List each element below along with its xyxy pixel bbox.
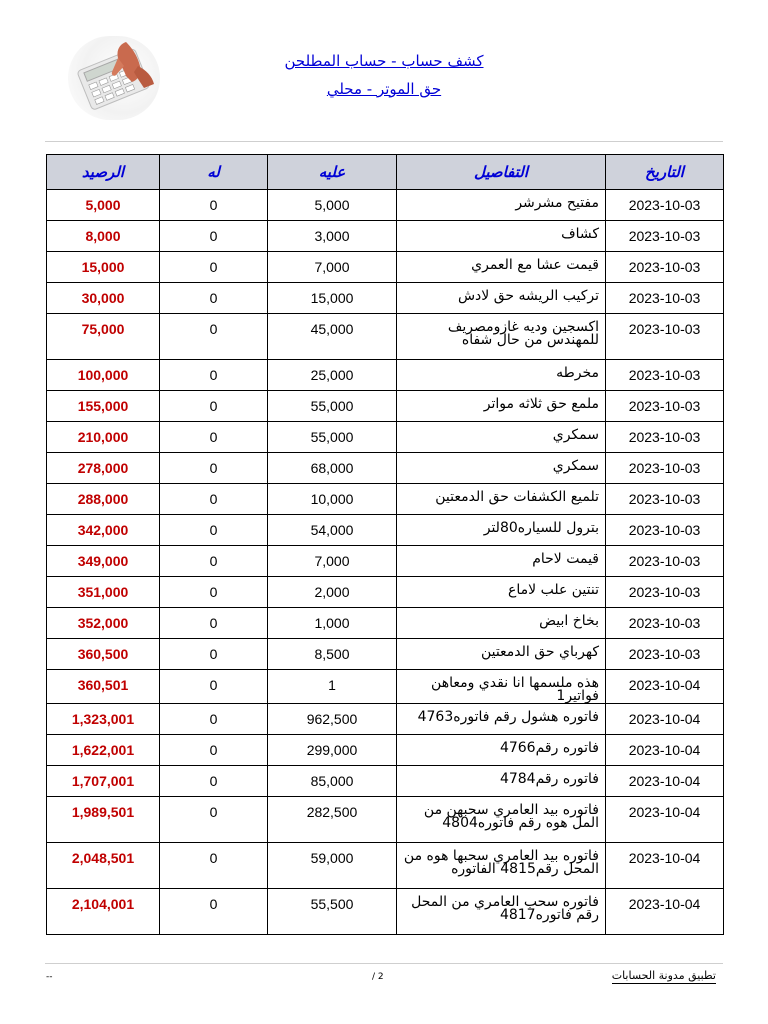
column-header-date: التاريخ (606, 155, 724, 190)
details-cell: قيمت لاحام (397, 546, 606, 577)
details-cell: هذه ملسمها انا نقدي ومعاهن فواتير1 (397, 670, 606, 704)
date-cell: 2023-10-03 (606, 283, 724, 314)
date-cell: 2023-10-03 (606, 314, 724, 360)
balance-cell: 2,048,501 (47, 843, 160, 889)
balance-cell: 342,000 (47, 515, 160, 546)
column-header-balance: الرصيد (47, 155, 160, 190)
date-cell: 2023-10-04 (606, 843, 724, 889)
column-header-debit: عليه (268, 155, 397, 190)
table-row (47, 422, 724, 453)
balance-cell: 1,707,001 (47, 766, 160, 797)
date-cell: 2023-10-04 (606, 735, 724, 766)
details-cell: سمكري (397, 422, 606, 453)
details-cell: قيمت عشا مع العمري (397, 252, 606, 283)
details-cell: فاتوره بيد العامري سحبها هوه من المحل رقم4815 الفاتوره (397, 843, 606, 889)
details-cell: فاتوره بيد العامري سحبهن من المل هوه رقم فاتوره4804 (397, 797, 606, 843)
debit-cell: 55,000 (268, 422, 397, 453)
date-cell: 2023-10-04 (606, 670, 724, 704)
table-row (47, 484, 724, 515)
balance-cell: 8,000 (47, 221, 160, 252)
balance-cell: 360,501 (47, 670, 160, 704)
table-row (47, 314, 724, 360)
debit-cell: 59,000 (268, 843, 397, 889)
footer-page-number: 2 / (372, 972, 384, 982)
date-cell: 2023-10-04 (606, 766, 724, 797)
date-cell: 2023-10-04 (606, 889, 724, 935)
details-cell: مفتيح مشرشر (397, 190, 606, 221)
details-cell: كهرباي حق الدمعتين (397, 639, 606, 670)
table-row (47, 843, 724, 889)
debit-cell: 962,500 (268, 704, 397, 735)
table-row (47, 639, 724, 670)
table-row (47, 670, 724, 704)
balance-cell: 75,000 (47, 314, 160, 360)
date-cell: 2023-10-04 (606, 797, 724, 843)
debit-cell: 5,000 (268, 190, 397, 221)
debit-cell: 7,000 (268, 252, 397, 283)
credit-cell: 0 (160, 735, 268, 766)
credit-cell: 0 (160, 577, 268, 608)
credit-cell: 0 (160, 670, 268, 704)
credit-cell: 0 (160, 484, 268, 515)
date-cell: 2023-10-03 (606, 360, 724, 391)
report-subtitle: حق الموتر - محلي (326, 80, 442, 98)
ledger-table (46, 154, 724, 935)
debit-cell: 3,000 (268, 221, 397, 252)
date-cell: 2023-10-03 (606, 546, 724, 577)
table-row (47, 704, 724, 735)
column-header-details: التفاصيل (397, 155, 606, 190)
header-divider (45, 141, 723, 142)
date-cell: 2023-10-03 (606, 639, 724, 670)
table-row (47, 221, 724, 252)
details-cell: بترول للسياره80لتر (397, 515, 606, 546)
debit-cell: 1,000 (268, 608, 397, 639)
credit-cell: 0 (160, 515, 268, 546)
date-cell: 2023-10-03 (606, 453, 724, 484)
credit-cell: 0 (160, 453, 268, 484)
table-row (47, 391, 724, 422)
balance-cell: 1,989,501 (47, 797, 160, 843)
balance-cell: 15,000 (47, 252, 160, 283)
credit-cell: 0 (160, 704, 268, 735)
table-row (47, 735, 724, 766)
balance-cell: 351,000 (47, 577, 160, 608)
balance-cell: 1,323,001 (47, 704, 160, 735)
balance-cell: 352,000 (47, 608, 160, 639)
details-cell: اكسجين وديه غازومصريف للمهندس من حال شفاه (397, 314, 606, 360)
calculator-hand-icon (68, 36, 160, 120)
date-cell: 2023-10-03 (606, 577, 724, 608)
table-row (47, 608, 724, 639)
credit-cell: 0 (160, 608, 268, 639)
debit-cell: 299,000 (268, 735, 397, 766)
debit-cell: 54,000 (268, 515, 397, 546)
credit-cell: 0 (160, 843, 268, 889)
calculator-hand-image (68, 36, 160, 120)
details-cell: كشاف (397, 221, 606, 252)
debit-cell: 85,000 (268, 766, 397, 797)
credit-cell: 0 (160, 221, 268, 252)
table-row (47, 283, 724, 314)
table-row (47, 453, 724, 484)
date-cell: 2023-10-03 (606, 190, 724, 221)
debit-cell: 282,500 (268, 797, 397, 843)
table-row (47, 577, 724, 608)
credit-cell: 0 (160, 797, 268, 843)
details-cell: مخرطه (397, 360, 606, 391)
ledger-body (47, 190, 724, 935)
credit-cell: 0 (160, 546, 268, 577)
credit-cell: 0 (160, 766, 268, 797)
date-cell: 2023-10-04 (606, 704, 724, 735)
table-row (47, 190, 724, 221)
debit-cell: 10,000 (268, 484, 397, 515)
credit-cell: 0 (160, 360, 268, 391)
details-cell: ملمع حق ثلاثه مواتر (397, 391, 606, 422)
table-row (47, 546, 724, 577)
balance-cell: 1,622,001 (47, 735, 160, 766)
credit-cell: 0 (160, 889, 268, 935)
credit-cell: 0 (160, 391, 268, 422)
balance-cell: 210,000 (47, 422, 160, 453)
details-cell: تركيب الريشه حق لادش (397, 283, 606, 314)
date-cell: 2023-10-03 (606, 484, 724, 515)
balance-cell: 360,500 (47, 639, 160, 670)
credit-cell: 0 (160, 283, 268, 314)
debit-cell: 2,000 (268, 577, 397, 608)
footer-divider (45, 963, 723, 964)
credit-cell: 0 (160, 314, 268, 360)
balance-cell: 5,000 (47, 190, 160, 221)
debit-cell: 7,000 (268, 546, 397, 577)
details-cell: بخاخ ابيض (397, 608, 606, 639)
details-cell: فاتوره رقم4784 (397, 766, 606, 797)
balance-cell: 278,000 (47, 453, 160, 484)
debit-cell: 45,000 (268, 314, 397, 360)
debit-cell: 55,500 (268, 889, 397, 935)
table-header-row (47, 155, 724, 190)
table-row (47, 360, 724, 391)
footer-dash: -- (46, 972, 53, 982)
details-cell: تنتين علب لاماع (397, 577, 606, 608)
column-header-credit: له (160, 155, 268, 190)
date-cell: 2023-10-03 (606, 252, 724, 283)
debit-cell: 8,500 (268, 639, 397, 670)
debit-cell: 15,000 (268, 283, 397, 314)
details-cell: سمكري (397, 453, 606, 484)
date-cell: 2023-10-03 (606, 608, 724, 639)
date-cell: 2023-10-03 (606, 221, 724, 252)
balance-cell: 288,000 (47, 484, 160, 515)
debit-cell: 55,000 (268, 391, 397, 422)
credit-cell: 0 (160, 639, 268, 670)
table-row (47, 766, 724, 797)
date-cell: 2023-10-03 (606, 391, 724, 422)
details-cell: فاتوره هشول رقم فاتوره4763 (397, 704, 606, 735)
debit-cell: 1 (268, 670, 397, 704)
credit-cell: 0 (160, 190, 268, 221)
balance-cell: 349,000 (47, 546, 160, 577)
details-cell: فاتوره رقم4766 (397, 735, 606, 766)
credit-cell: 0 (160, 252, 268, 283)
page-header (0, 0, 768, 130)
credit-cell: 0 (160, 422, 268, 453)
balance-cell: 2,104,001 (47, 889, 160, 935)
date-cell: 2023-10-03 (606, 422, 724, 453)
footer-app-name: تطبيق مدونة الحسابات (611, 969, 716, 982)
debit-cell: 25,000 (268, 360, 397, 391)
table-row (47, 889, 724, 935)
details-cell: فاتوره سحب العامري من المحل رقم فاتوره4817 (397, 889, 606, 935)
balance-cell: 100,000 (47, 360, 160, 391)
table-row (47, 515, 724, 546)
table-row (47, 797, 724, 843)
report-title: كشف حساب - حساب المطلحن (284, 52, 484, 70)
debit-cell: 68,000 (268, 453, 397, 484)
table-row (47, 252, 724, 283)
balance-cell: 30,000 (47, 283, 160, 314)
details-cell: تلميع الكشفات حق الدمعتين (397, 484, 606, 515)
date-cell: 2023-10-03 (606, 515, 724, 546)
balance-cell: 155,000 (47, 391, 160, 422)
